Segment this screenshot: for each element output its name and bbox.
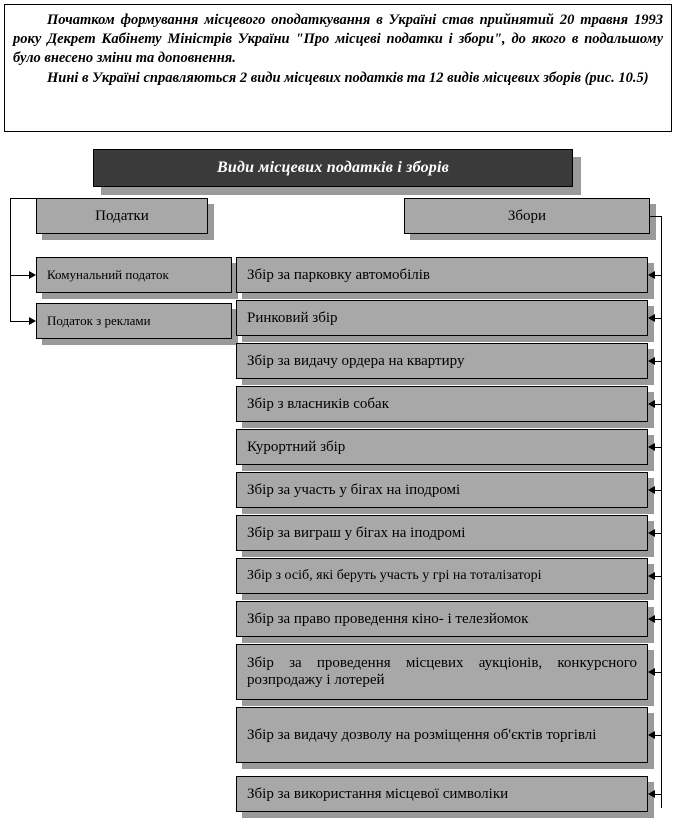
fee-item-label: Збір за виграш у бігах на іподромі [247,524,466,541]
category-fees-label: Збори [507,207,547,224]
intro-text-box [4,4,672,132]
category-taxes-label: Податки [95,207,149,224]
fee-item-9 [236,601,648,637]
intro-paragraph-2: Нині в Україні справляються 2 види місцевих податків та 12 видів місцевих зборів (рис. 10.5) [47,69,649,86]
category-taxes [36,198,208,234]
fee-item-label: Курортний збір [247,438,346,455]
fee-arrow-8 [648,572,655,580]
left-branch-arrow-2 [29,317,36,325]
fee-item-3 [236,343,648,379]
tax-item-1 [36,257,232,293]
diagram-figure [0,136,678,826]
fee-item-8 [236,558,648,594]
fee-arrow-2 [648,314,655,322]
fee-item-1 [236,257,648,293]
fee-arrow-7 [648,529,655,537]
fee-item-label: Збір за видачу ордера на квартиру [247,352,465,369]
fee-item-7 [236,515,648,551]
fee-item-label: Збір за проведення місцевих аукціонів, конкурсного розпродажу і лотерей [247,655,637,688]
fee-arrow-5 [648,443,655,451]
diagram-title: Види місцевих податків і зборів [217,159,449,176]
right-trunk-top-line [650,216,662,217]
tax-item-label: Податок з реклами [47,313,151,328]
tax-item-2 [36,303,232,339]
fee-item-10 [236,644,648,700]
left-branch-arrow-1 [29,271,36,279]
left-trunk-line [10,198,11,322]
fee-arrow-3 [648,357,655,365]
fee-item-5 [236,429,648,465]
category-fees [404,198,650,234]
left-branch-line-1 [10,275,30,276]
fee-item-label: Ринковий збір [247,309,338,326]
fee-arrow-12 [648,790,655,798]
fee-item-label: Збір за право проведення кіно- і телезйомок [247,610,529,627]
left-trunk-top-line [10,198,37,199]
fee-item-12 [236,776,648,812]
tax-item-label: Комунальний податок [47,267,169,282]
fee-item-label: Збір за видачу дозволу на розміщення об'єктів торгівлі [247,726,597,743]
fee-item-label: Збір з власників собак [247,395,390,412]
fee-item-2 [236,300,648,336]
diagram-title-box [93,149,573,187]
fee-arrow-1 [648,271,655,279]
fee-arrow-10 [648,668,655,676]
fee-item-label: Збір за використання місцевої символіки [247,785,509,802]
fee-arrow-6 [648,486,655,494]
fee-item-label: Збір з осіб, які беруть участь у грі на тоталізаторі [247,568,542,583]
left-branch-line-2 [10,321,30,322]
fee-item-label: Збір за участь у бігах на іподромі [247,481,461,498]
fee-arrow-9 [648,615,655,623]
fee-item-4 [236,386,648,422]
fee-arrow-4 [648,400,655,408]
fee-item-6 [236,472,648,508]
fee-item-11 [236,707,648,763]
fee-item-label: Збір за парковку автомобілів [247,266,430,283]
intro-paragraph-1: Початком формування місцевого оподаткування в Україні став прийнятий 20 травня 1993 року Декрет Кабінету Міністрів України "Про місцеві податки і збори", до якого в подальшому було внесено зміни та доповнення. [13,12,663,66]
right-trunk-line [661,216,662,808]
fee-arrow-11 [648,731,655,739]
